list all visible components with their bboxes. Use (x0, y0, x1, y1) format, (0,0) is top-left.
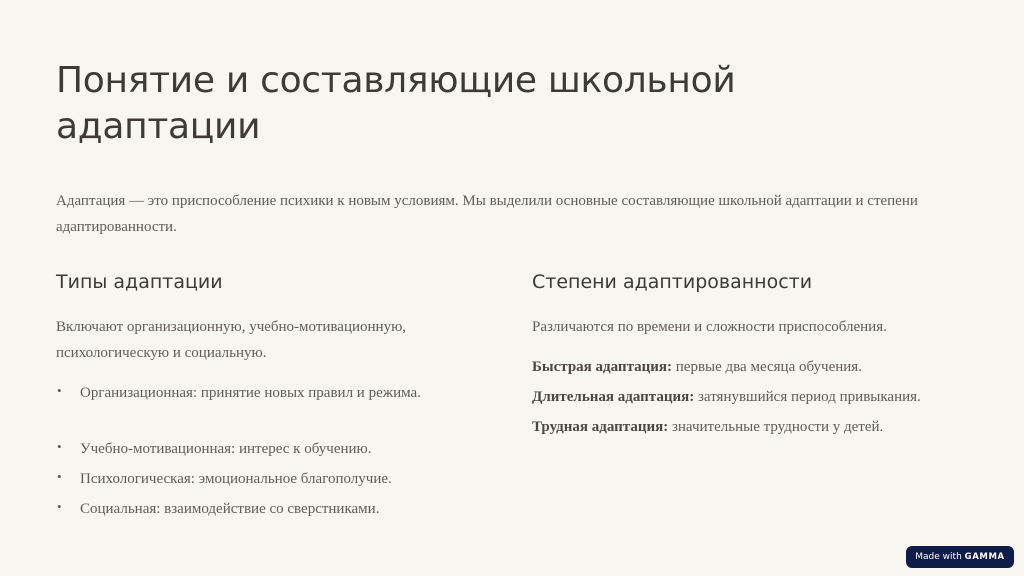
adaptation-types-list (56, 380, 496, 522)
adaptation-types-description: Включают организационную, учебно-мотивационную, психологическую и социальную. (56, 319, 407, 361)
badge-prefix: Made with (915, 552, 965, 562)
degree-text: первые два месяца обучения. (672, 359, 862, 375)
intro-paragraph: Адаптация — это приспособление психики к новым условиям. Мы выделили основные составляющие школьной адаптации и степени адаптированности. (56, 193, 918, 235)
adaptation-types-heading: Типы адаптации (56, 271, 223, 293)
list-item (56, 496, 496, 522)
bullet-icon: • (57, 499, 62, 514)
bullet-icon: • (57, 383, 62, 398)
degree-label: Быстрая адаптация: (532, 359, 673, 375)
adaptation-degrees-heading: Степени адаптированности (532, 271, 813, 293)
list-item (56, 436, 496, 462)
adaptation-degrees-column (532, 268, 962, 440)
adaptation-types-column (56, 268, 496, 522)
list-item (56, 466, 496, 492)
degree-text: значительные трудности у детей. (668, 419, 884, 435)
degree-text: затянувшийся период привыкания. (694, 389, 921, 405)
gamma-logo: GAMMA (964, 552, 1005, 562)
page-title: Понятие и составляющие школьной адаптации (56, 60, 736, 147)
list-item-text: Психологическая: эмоциональное благополучие. (80, 471, 392, 487)
list-item-text: Учебно-мотивационная: интерес к обучению. (80, 441, 372, 457)
list-item-text: Организационная: принятие новых правил и режима. (80, 385, 421, 401)
bullet-icon: • (57, 439, 62, 454)
degree-item-long (532, 384, 962, 410)
made-with-gamma-badge[interactable] (906, 546, 1014, 568)
bullet-icon: • (57, 469, 62, 484)
degree-item-difficult (532, 414, 962, 440)
degree-item-fast (532, 354, 962, 380)
degree-label: Длительная адаптация: (532, 389, 695, 405)
list-item-text: Социальная: взаимодействие со сверстниками. (80, 501, 380, 517)
adaptation-degrees-description: Различаются по времени и сложности приспособления. (532, 319, 887, 335)
degree-label: Трудная адаптация: (532, 419, 669, 435)
list-item (56, 380, 496, 406)
